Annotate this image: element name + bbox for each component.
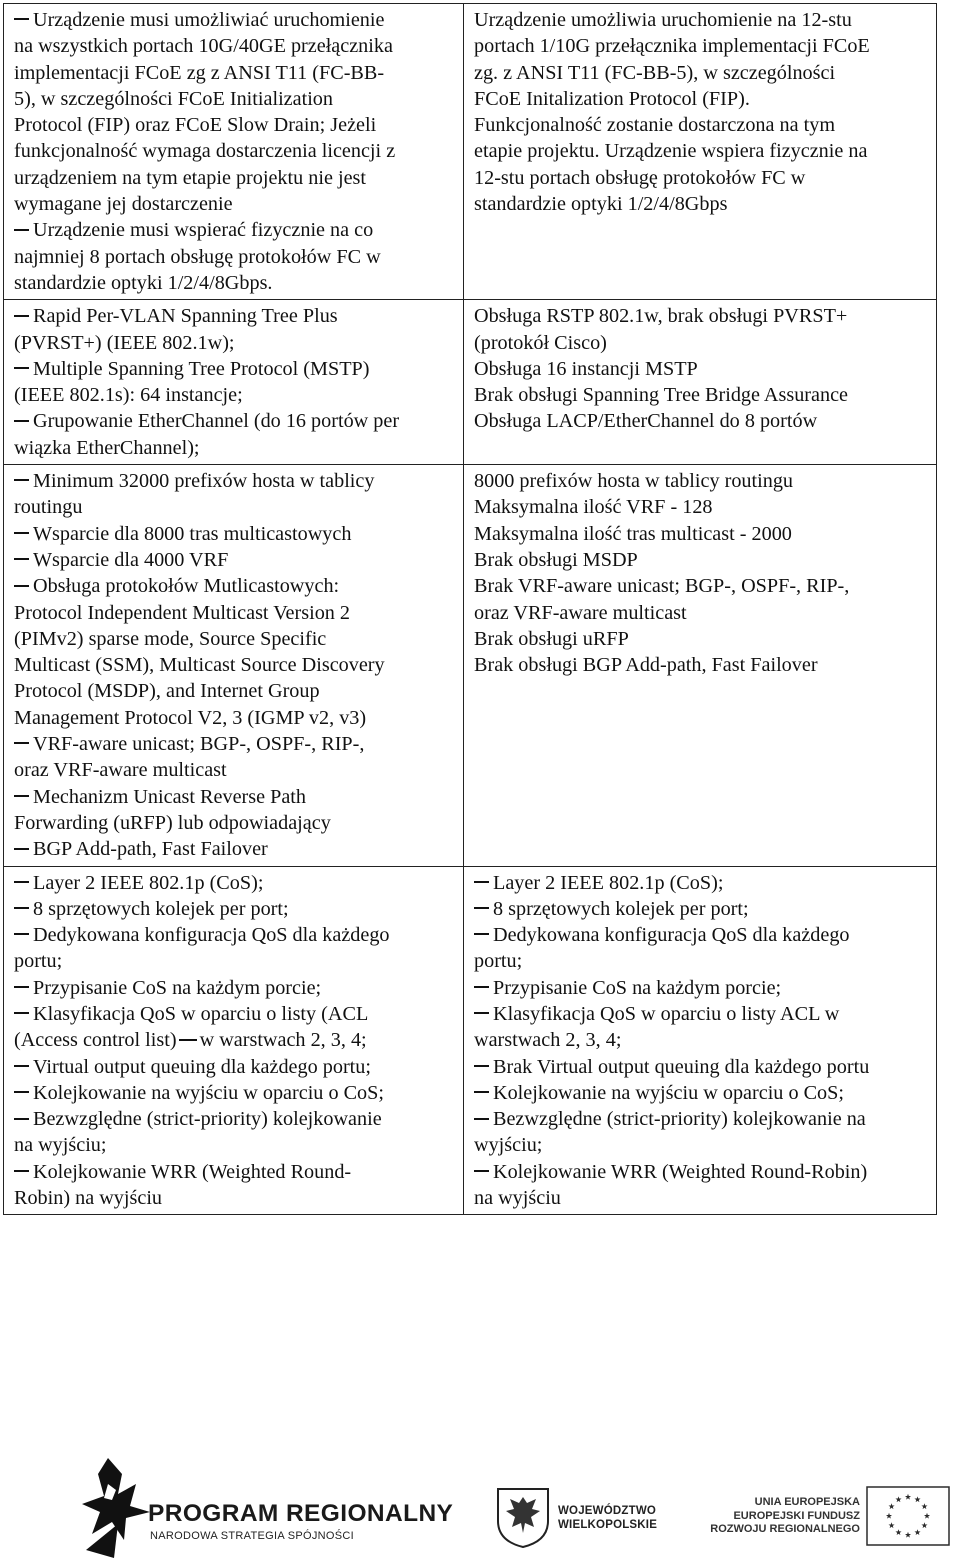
cell-line — [474, 1159, 928, 1185]
line-text: Kolejkowanie WRR (Weighted Round- — [33, 1160, 352, 1183]
cell-line — [474, 521, 928, 547]
cell-line — [14, 191, 455, 217]
line-text: Brak obsługi BGP Add-path, Fast Failover — [474, 654, 818, 677]
cell-line — [14, 1106, 455, 1132]
dash-bullet-icon — [474, 1012, 489, 1014]
cell-line — [14, 757, 455, 783]
line-text: Urządzenie musi umożliwiać uruchomienie — [33, 9, 385, 31]
em-dash-icon — [179, 1039, 197, 1041]
cell-line — [474, 1054, 928, 1080]
cell-line — [474, 600, 928, 626]
line-text: na wyjściu; — [14, 1134, 107, 1157]
line-text: Urządzenie musi wspierać fizycznie na co — [33, 219, 374, 242]
cell-line — [474, 303, 928, 329]
cell-line — [14, 705, 455, 731]
table-row — [4, 4, 937, 300]
line-text: oraz VRF-aware multicast — [14, 759, 227, 782]
cell-line — [14, 975, 455, 1001]
line-text: wiązka EtherChannel); — [14, 436, 200, 459]
dash-bullet-icon — [474, 986, 489, 988]
line-text: 5), w szczególności FCoE Initialization — [14, 87, 333, 110]
dash-bullet-icon — [14, 532, 29, 534]
dash-bullet-icon — [14, 420, 29, 422]
eu-line-3: ROZWOJU REGIONALNEGO — [710, 1523, 860, 1535]
table-row — [4, 465, 937, 866]
line-text: Brak obsługi uRFP — [474, 627, 629, 650]
eu-fund-label — [710, 1496, 860, 1537]
line-text: portu; — [14, 950, 63, 973]
line-text: implementacji FCoE zg z ANSI T11 (FC-BB- — [14, 61, 385, 84]
line-text: Forwarding (uRFP) lub odpowiadający — [14, 811, 331, 834]
cell-line — [14, 1027, 455, 1053]
table-row — [4, 866, 937, 1215]
line-text: etapie projektu. Urządzenie wspiera fizycznie na — [474, 140, 868, 163]
cell-line — [14, 678, 455, 704]
line-text: Wsparcie dla 4000 VRF — [33, 548, 229, 571]
cell-line — [14, 165, 455, 191]
eu-flag-stars-icon — [866, 1486, 950, 1546]
cell-line — [474, 191, 928, 217]
line-text: (IEEE 802.1s): 64 instancje; — [14, 384, 243, 407]
line-text: Mechanizm Unicast Reverse Path — [33, 785, 307, 808]
line-text: Klasyfikacja QoS w oparciu o listy ACL w — [493, 1002, 840, 1025]
cell-line — [14, 138, 455, 164]
cell-line — [474, 165, 928, 191]
cell-line — [474, 468, 928, 494]
line-text: Dedykowana konfiguracja QoS dla każdego — [493, 924, 850, 947]
program-subtitle: NARODOWA STRATEGIA SPÓJNOŚCI — [150, 1530, 354, 1542]
cell-line — [474, 1106, 928, 1132]
dash-bullet-icon — [14, 558, 29, 560]
cell-line — [474, 1080, 928, 1106]
requirement-cell — [4, 4, 464, 300]
dash-bullet-icon — [14, 933, 29, 935]
cell-line — [14, 217, 455, 243]
line-text: Klasyfikacja QoS w oparciu o listy (ACL — [33, 1002, 369, 1025]
line-text: urządzeniem na tym etapie projektu nie jest — [14, 166, 367, 189]
line-text: BGP Add-path, Fast Failover — [33, 838, 268, 861]
line-text: 8 sprzętowych kolejek per port; — [33, 897, 289, 920]
line-text: najmniej 8 portach obsługę protokołów FC w — [14, 245, 381, 268]
cell-line — [14, 1001, 455, 1027]
program-title: PROGRAM REGIONALNY — [148, 1500, 454, 1527]
cell-line — [14, 652, 455, 678]
line-text: Obsługa LACP/EtherChannel do 8 portów — [474, 410, 818, 433]
line-text: 8 sprzętowych kolejek per port; — [493, 897, 749, 920]
line-text: wymagane jej dostarczenie — [14, 193, 233, 216]
line-text: Bezwzględne (strict-priority) kolejkowanie — [33, 1108, 382, 1131]
dash-bullet-icon — [474, 1065, 489, 1067]
cell-line — [14, 303, 455, 329]
cell-line — [474, 896, 928, 922]
cell-line — [14, 784, 455, 810]
cell-line — [474, 948, 928, 974]
line-text: Bezwzględne (strict-priority) kolejkowanie na — [493, 1108, 866, 1131]
cell-line — [474, 112, 928, 138]
dash-bullet-icon — [474, 1118, 489, 1120]
cell-line — [474, 652, 928, 678]
eagle-coat-of-arms-icon — [494, 1485, 552, 1549]
cell-line — [474, 870, 928, 896]
kapital-ludzki-logo-icon — [78, 1454, 158, 1560]
table-row — [4, 300, 937, 465]
cell-line — [14, 836, 455, 862]
dash-bullet-icon — [14, 1065, 29, 1067]
dash-bullet-icon — [14, 742, 29, 744]
cell-line — [14, 33, 455, 59]
requirement-cell — [4, 866, 464, 1215]
line-text: Robin) na wyjściu — [14, 1187, 163, 1210]
line-text: Kolejkowanie WRR (Weighted Round-Robin) — [493, 1160, 868, 1183]
cell-line — [474, 922, 928, 948]
dash-bullet-icon — [14, 907, 29, 909]
dash-bullet-icon — [14, 881, 29, 883]
dash-bullet-icon — [14, 986, 29, 988]
cell-line — [474, 138, 928, 164]
cell-line — [14, 494, 455, 520]
eu-line-1: UNIA EUROPEJSKA — [754, 1496, 860, 1508]
cell-line — [474, 547, 928, 573]
cell-line — [14, 810, 455, 836]
cell-line — [14, 408, 455, 434]
cell-line — [474, 1132, 928, 1158]
dash-bullet-icon — [474, 907, 489, 909]
dash-bullet-icon — [14, 1091, 29, 1093]
dash-bullet-icon — [14, 1170, 29, 1172]
cell-line — [474, 408, 928, 434]
line-text: portu; — [474, 950, 523, 973]
line-text: Brak VRF-aware unicast; BGP-, OSPF-, RIP-, — [474, 575, 850, 598]
dash-bullet-icon — [14, 367, 29, 369]
line-text: Kolejkowanie na wyjściu w oparciu o CoS; — [33, 1081, 384, 1104]
cell-line — [474, 330, 928, 356]
cell-line — [14, 1185, 455, 1211]
cell-line — [14, 870, 455, 896]
line-text: Obsługa RSTP 802.1w, brak obsługi PVRST+ — [474, 305, 848, 328]
line-text: Maksymalna ilość tras multicast - 2000 — [474, 522, 792, 545]
offer-cell — [464, 4, 937, 300]
dash-bullet-icon — [474, 1091, 489, 1093]
line-text: FCoE Initalization Protocol (FIP). — [474, 87, 750, 110]
dash-bullet-icon — [474, 1170, 489, 1172]
line-text: na wyjściu — [474, 1187, 561, 1210]
cell-line — [14, 948, 455, 974]
cell-line — [474, 494, 928, 520]
cell-line — [474, 7, 928, 33]
line-text: Obsługa protokołów Mutlicastowych: — [33, 575, 340, 598]
cell-line — [14, 1159, 455, 1185]
line-text: Kolejkowanie na wyjściu w oparciu o CoS; — [493, 1081, 844, 1104]
cell-line — [14, 896, 455, 922]
line-text: routingu — [14, 496, 83, 519]
line-text: Brak Virtual output queuing dla każdego portu — [493, 1055, 870, 1078]
line-text: Brak obsługi Spanning Tree Bridge Assurance — [474, 384, 848, 407]
line-text: portach 1/10G przełącznika implementacji FCoE — [474, 35, 870, 58]
line-text: na wszystkich portach 10G/40GE przełącznika — [14, 35, 393, 58]
offer-cell — [464, 465, 937, 866]
cell-line — [14, 600, 455, 626]
line-text: Multicast (SSM), Multicast Source Discovery — [14, 654, 385, 677]
line-text: Dedykowana konfiguracja QoS dla każdego — [33, 924, 390, 947]
dash-bullet-icon — [14, 18, 29, 20]
dash-bullet-icon — [14, 848, 29, 850]
eu-line-2: EUROPEJSKI FUNDUSZ — [733, 1509, 860, 1522]
requirement-cell — [4, 465, 464, 866]
dash-bullet-icon — [14, 479, 29, 481]
line-text: funkcjonalność wymaga dostarczenia licencji z — [14, 140, 396, 163]
dash-bullet-icon — [14, 315, 29, 317]
cell-line — [14, 1054, 455, 1080]
cell-line — [14, 573, 455, 599]
cell-line — [474, 382, 928, 408]
cell-line — [474, 60, 928, 86]
cell-line — [14, 382, 455, 408]
line-text: Protocol (MSDP), and Internet Group — [14, 680, 320, 703]
offer-cell — [464, 300, 937, 465]
line-text: Przypisanie CoS na każdym porcie; — [33, 976, 322, 999]
offer-cell — [464, 866, 937, 1215]
line-text: standardzie optyki 1/2/4/8Gbps. — [14, 271, 273, 294]
cell-line — [14, 1132, 455, 1158]
cell-line — [14, 731, 455, 757]
line-text: Funkcjonalność zostanie dostarczona na tym — [474, 114, 836, 137]
line-text: Maksymalna ilość VRF - 128 — [474, 496, 713, 519]
cell-line — [14, 112, 455, 138]
dash-bullet-icon — [14, 795, 29, 797]
line-text: (Access control list) — [14, 1029, 177, 1052]
cell-line — [14, 7, 455, 33]
cell-line — [14, 330, 455, 356]
line-text: zg. z ANSI T11 (FC-BB-5), w szczególności — [474, 61, 836, 84]
line-text: wyjściu; — [474, 1134, 543, 1157]
line-text: 12-stu portach obsługę protokołów FC w — [474, 166, 806, 189]
cell-line — [474, 573, 928, 599]
line-text: warstwach 2, 3, 4; — [474, 1029, 622, 1052]
line-text: Minimum 32000 prefixów hosta w tablicy — [33, 470, 375, 493]
cell-line — [14, 270, 455, 296]
line-text: Layer 2 IEEE 802.1p (CoS); — [493, 871, 724, 894]
cell-line — [474, 356, 928, 382]
cell-line — [474, 1027, 928, 1053]
line-text: oraz VRF-aware multicast — [474, 601, 687, 624]
line-text: Przypisanie CoS na każdym porcie; — [493, 976, 782, 999]
cell-line — [14, 86, 455, 112]
dash-bullet-icon — [14, 229, 29, 231]
line-text: Wsparcie dla 8000 tras multicastowych — [33, 522, 352, 545]
cell-line — [14, 626, 455, 652]
cell-line — [14, 60, 455, 86]
dash-bullet-icon — [474, 933, 489, 935]
voivodeship-label — [558, 1504, 657, 1532]
cell-line — [14, 244, 455, 270]
line-text: Layer 2 IEEE 802.1p (CoS); — [33, 871, 264, 894]
cell-line — [14, 435, 455, 461]
cell-line — [14, 521, 455, 547]
cell-line — [14, 547, 455, 573]
line-text: Multiple Spanning Tree Protocol (MSTP) — [33, 357, 370, 380]
cell-line — [14, 1080, 455, 1106]
dash-bullet-icon — [14, 585, 29, 587]
footer-logos — [0, 1448, 960, 1564]
dash-bullet-icon — [14, 1012, 29, 1014]
requirement-cell — [4, 300, 464, 465]
voivodeship-line-2: WIELKOPOLSKIE — [558, 1519, 658, 1531]
specification-table — [3, 3, 937, 1215]
line-text: Protocol Independent Multicast Version 2 — [14, 601, 351, 624]
specification-table-body — [4, 4, 937, 1215]
line-text: 8000 prefixów hosta w tablicy routingu — [474, 470, 794, 493]
cell-line — [14, 468, 455, 494]
cell-line — [474, 86, 928, 112]
cell-line — [14, 356, 455, 382]
line-text: (PVRST+) (IEEE 802.1w); — [14, 331, 235, 354]
line-text: VRF-aware unicast; BGP-, OSPF-, RIP-, — [33, 733, 365, 756]
line-text: Brak obsługi MSDP — [474, 548, 638, 571]
cell-line — [474, 626, 928, 652]
cell-line — [474, 33, 928, 59]
line-text: Grupowanie EtherChannel (do 16 portów per — [33, 410, 400, 433]
cell-line — [14, 922, 455, 948]
line-text: Rapid Per-VLAN Spanning Tree Plus — [33, 305, 338, 328]
dash-bullet-icon — [474, 881, 489, 883]
line-text: Virtual output queuing dla każdego portu; — [33, 1055, 371, 1078]
cell-line — [474, 1185, 928, 1211]
line-text: (PIMv2) sparse mode, Source Specific — [14, 627, 327, 650]
line-text: (protokół Cisco) — [474, 331, 607, 354]
line-text: standardzie optyki 1/2/4/8Gbps — [474, 193, 728, 216]
line-text: Protocol (FIP) oraz FCoE Slow Drain; Jeżeli — [14, 114, 377, 137]
voivodeship-line-1: WOJEWÓDZTWO — [558, 1505, 657, 1517]
line-text-continuation: w warstwach 2, 3, 4; — [199, 1029, 367, 1052]
line-text: Urządzenie umożliwia uruchomienie na 12-stu — [474, 9, 852, 31]
cell-line — [474, 975, 928, 1001]
line-text: Management Protocol V2, 3 (IGMP v2, v3) — [14, 706, 367, 729]
dash-bullet-icon — [14, 1118, 29, 1120]
cell-line — [474, 1001, 928, 1027]
line-text: Obsługa 16 instancji MSTP — [474, 357, 698, 380]
